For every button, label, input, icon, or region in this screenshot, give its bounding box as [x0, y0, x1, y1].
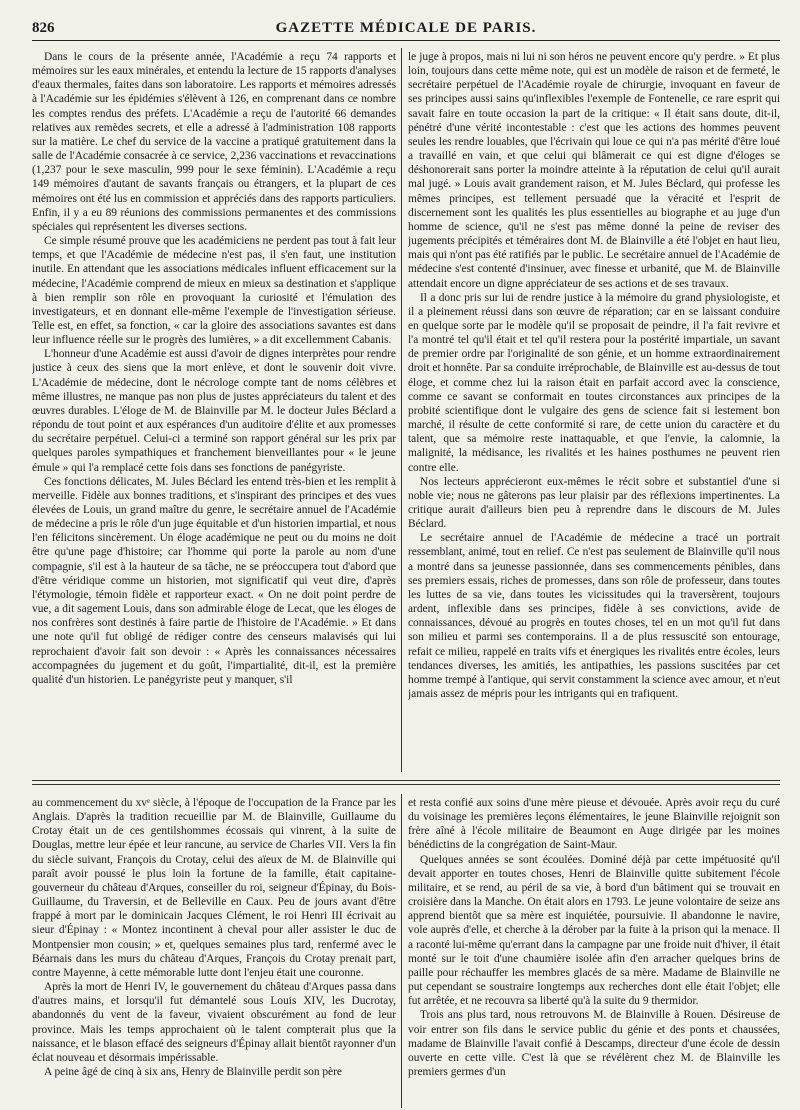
paragraph: Il a donc pris sur lui de rendre justice à la mémoire du grand physiologiste, et il a pleinement réussi dans son œuvre de réparation; car en se laissant conduire en quelque sorte par le modèle qu'il se proposait de peindre, il l'a fait revivre et l'a montré tel qu'il était et tel qu'il restera pour la postérité impartiale, un savant de premier ordre par l'originalité de son génie, et un homme extraordinairement droit et honnête. Par sa conduite irréprochable, de Blainville est au-dessus de tout éloge, et comme chez lui la raison était en parfait accord avec la conscience, comme ce savant se conformait en toutes circonstances aux principes de la probité scientifique dont le vulgaire des gens de science fait si lestement bon marché, il résulte de cette conformité si rare, de cette union du caractère et du talent, que sa mémoire reste inattaquable, et que l'envie, la calomnie, la malignité, la médisance, les rivalités et les haines posthumes ne peuvent rien contre elle. [408, 291, 780, 474]
page-header [32, 18, 780, 41]
paragraph: Dans le cours de la présente année, l'Académie a reçu 74 rapports et mémoires sur les eaux minérales, et entendu la lecture de 15 rapports d'analyses d'eaux thermales, faites dans son laboratoire. Les rapports et mémoires adressés à l'Académie sur les épidémies s'élèvent à 126, en comprenant dans ce nombre les comptes rendus des préfets. L'Académie a reçu de l'autorité 66 demandes relatives aux remèdes secrets, et elle a adressé à l'administration 108 rapports sur la matière. Le chef du service de la vaccine a pratiqué gratuitement dans la salle de l'Académie consacrée à ce service, 2,236 vaccinations et revaccinations (1,237 pour le sexe masculin, 999 pour le sexe féminin). L'Académie a reçu 149 mémoires d'autant de savants français ou étrangers, et la plupart de ces mémoires ont été lus en commission et appréciés dans des rapports particuliers. Enfin, il y a eu 89 réunions des commissions permanentes et des commissions spéciales qui représentent les diverses sections. [32, 51, 396, 233]
paragraph: Trois ans plus tard, nous retrouvons M. de Blainville à Rouen. Désireuse de voir entrer son fils dans le service public du génie et des ponts et chaussées, madame de Blainville l'avait confié à Descamps, directeur d'une école de dessin ouverte en cette ville. C'est là que se révélèrent chez M. de Blainville les premiers germes d'un [408, 1009, 780, 1078]
column-bottom-left [32, 796, 396, 1106]
page-number: 826 [32, 20, 55, 36]
paragraph: le juge à propos, mais ni lui ni son héros ne peuvent encore qu'y perdre. » Et plus loin, toujours dans cette même note, qui est un modèle de raison et de fermeté, le secrétaire perpétuel de l'Académie royale de chirurgie, invoquant en faveur de ses principes aussi sains qu'inflexibles l'exemple de Fontenelle, ce rare esprit qui savait faire en toute occasion la part de la critique: « Il était sans doute, dit-il, pénétré d'une vérité incontestable : c'est que les actions des hommes peuvent seules les rendre louables, que l'écrivain qui loue ce qui n'a pas mérité d'être loué a travaillé en vain, et que celui qui blâmerait ce qui est digne d'éloges se déshonorerait sans porter la moindre atteinte à la réputation de celui qu'il aurait mal jugé. » Louis avait grandement raison, et M. Jules Béclard, qui professe les mêmes principes, est tellement persuadé que la véracité et l'esprit de discernement sont les qualités les plus essentielles au biographe et au juge d'un homme de science, qu'il ne s'est pas même donné la peine de reviser des jugements précipités et téméraires dont M. de Blainville a été l'objet en haut lieu, mais qui n'ont pas été ratifiés par le public. Le secrétaire annuel de l'Académie de médecine s'est contenté d'insinuer, avec finesse et urbanité, que M. de Blainville attendait encore un digne appréciateur de ses actions et de ses travaux. [408, 51, 780, 290]
paragraph: Nos lecteurs apprécieront eux-mêmes le récit sobre et substantiel d'une si noble vie; nous ne gâterons pas leur plaisir par des réflexions impertinentes. La critique aurait d'ailleurs bien peu à reprendre dans le discours de M. Jules Béclard. [408, 475, 780, 531]
section-divider [32, 784, 780, 785]
paragraph: Le secrétaire annuel de l'Académie de médecine a tracé un portrait ressemblant, animé, tout en relief. Ce n'est pas seulement de Blainville qu'il nous a montré dans sa jeunesse passionnée, dans ses commencements pénibles, dans ses premiers essais, riches de promesses, dans son rôle de professeur, dans toutes les luttes de sa vie, dans toutes les vicissitudes qui la traversèrent, toujours ardent, inflexible dans ses principes, fidèle à ses convictions, avide de connaissances, dévoué au progrès en toutes choses, tel en un mot qu'il fut dans son milieu et parmi ses contemporains. Il a de plus ressuscité son entourage, refait ce milieu, rappelé en traits vifs et énergiques les rivalités entre écoles, leurs tendances diverses, les amitiés, les antipathies, les passions suscitées par cet homme trempé à l'antique, qui servit constamment la science avec amour, et n'eut jamais assez de mépris pour les intrigants qui en trafiquent. [408, 532, 780, 701]
paragraph: L'honneur d'une Académie est aussi d'avoir de dignes interprètes pour rendre justice à ceux des siens que la mort enlève, et dont le souvenir doit vivre. L'Académie de médecine, dont le nécrologe compte tant de noms célèbres et même illustres, ne manque pas non plus de justes appréciateurs du talent et des œuvres durables. L'éloge de M. de Blainville par M. le docteur Jules Béclard a répondu de tout point et aux espérances d'un auditoire d'élite et aux promesses du secrétaire perpétuel. Celui-ci a terminé son rapport général sur les prix par quelques paroles sympathiques et franchement bienveillantes pour « le jeune émule » qui l'a remplacé cette fois dans ses fonctions de panégyriste. [32, 348, 396, 474]
paragraph: Ces fonctions délicates, M. Jules Béclard les entend très-bien et les remplit à merveille. Fidèle aux bonnes traditions, et s'inspirant des principes et des vues élevées de Louis, un grand maître du genre, le secrétaire annuel de l'Académie de médecine a pris le rôle d'un juge équitable et d'un historien impartial, et nous l'en félicitons sincèrement. Un éloge académique ne peut ou du moins ne doit être qu'une page d'histoire; car l'homme qui porte la parole au nom d'une compagnie, s'il est à la hauteur de sa tâche, ne se préoccupera tout d'abord que d'être véridique comme un historien, mot significatif qui veut dire, d'après l'étymologie, témoin fidèle et rapporteur exact. « On ne doit point perdre de vue, a dit sagement Louis, dans son admirable éloge de Lecat, que les éloges de nos confrères sont destinés à faire partie de l'histoire de l'Académie. » Et dans une note qu'il fut obligé de rédiger contre des censeurs malavisés qui lui reprochaient d'avoir fait son devoir : « Après les connaissances nécessaires accompagnées du jugement et du goût, l'impartialité, dit-il, est la première qualité d'un historien. Le panégyriste peut y manquer, s'il [32, 475, 396, 686]
paragraph: A peine âgé de cinq à six ans, Henry de Blainville perdit son père [44, 1065, 342, 1078]
section-divider [32, 780, 780, 781]
paragraph: Quelques années se sont écoulées. Dominé déjà par cette impétuosité qu'il devait apporter en toutes choses, Henri de Blainville quitte subitement l'école militaire, et se rend, au péril de sa vie, à bord d'un bâtiment qui se trouvait en croisière dans la Manche. On était alors en 1793. Le jeune volontaire de seize ans apprend bientôt que sa mère est inquiétée, poursuivie. Il abandonne le navire, vole auprès d'elle, et cherche à la dérober par la fuite à la prison qui la menace. Il a raconté lui-même qu'errant dans la campagne par une froide nuit d'hiver, il était monté sur le toit d'une chaumière isolée afin d'en arracher quelques brins de paille pour réchauffer les membres glacés de sa mère. Madame de Blainville ne put cependant se soustraire longtemps aux recherches dont elle était l'objet; elle fut arrêtée, et ne recouvra sa liberté qu'à la suite du 9 thermidor. [408, 853, 780, 1008]
column-divider [401, 794, 402, 1108]
column-bottom-right [408, 796, 780, 1106]
paragraph: Après la mort de Henri IV, le gouvernement du château d'Arques passa dans d'autres mains, et lorsqu'il fut démantelé sous Louis XIV, les Ducrotay, abandonnés du vent de la faveur, vivaient obscurément au fond de leur province. Mais les temps approchaient où le talent compterait plus que la naissance, et le blason effacé des seigneurs d'Épinay allait bientôt rayonner d'un éclat nouveau et désormais impérissable. [32, 981, 396, 1064]
paragraph: Ce simple résumé prouve que les académiciens ne perdent pas tout à fait leur temps, et que l'Académie de médecine n'est pas, il s'en faut, une institution inutile. En attendant que les associations médicales influent efficacement sur la médecine, l'Académie comprend de mieux en mieux sa destination et s'applique à bien remplir son rôle en provoquant la curiosité et l'émulation des investigateurs, et en donnant elle-même l'exemple de l'investigation sérieuse. Telle est, en effet, sa fonction, « car la gloire des associations savantes est dans leur influence réelle sur le progrès des lumières, » a dit excellemment Cabanis. [32, 235, 396, 347]
journal-title: GAZETTE MÉDICALE DE PARIS. [275, 20, 537, 36]
column-top-right [408, 50, 780, 770]
paragraph: et resta confié aux soins d'une mère pieuse et dévouée. Après avoir reçu du curé du voisinage les premières leçons élémentaires, le jeune Blainville rejoignit son frère aîné à l'école militaire de Beaumont en Auge dirigée par les moines bénédictins de la congrégation de Saint-Maur. [408, 797, 780, 852]
column-divider [401, 48, 402, 772]
paragraph: au commencement du xvᵉ siècle, à l'époque de l'occupation de la France par les Anglais. D'après la tradition recueillie par M. de Blainville, Guillaume du Crotay était un de ces gentilshommes écossais qui vinrent, à la suite de Douglas, mettre leur épée et leur rancune, au service de Charles VII. Vers la fin du siècle suivant, François du Crotay, celui des aïeux de M. de Blainville qui paraît avoir poussé le plus loin la fortune de la famille, était capitaine-gouverneur du château d'Arques, conseiller du roi, seigneur d'Épinay, du Bois-Guillaume, du Traversin, et de Belleville en Caux. Peu de jours avant d'être frappé à mort par le dominicain Jacques Clément, le roi Henri III écrivait au sieur d'Épinay : « Montez incontinent à cheval pour aller assister le duc de Montpensier mon cousin; » et, quelques semaines plus tard, renfermé avec le Béarnais dans les murs du château d'Arques, François du Crotay prenait part, contre Mayenne, à cette mémorable lutte dont l'enjeu était une couronne. [32, 797, 396, 979]
column-top-left [32, 50, 396, 770]
